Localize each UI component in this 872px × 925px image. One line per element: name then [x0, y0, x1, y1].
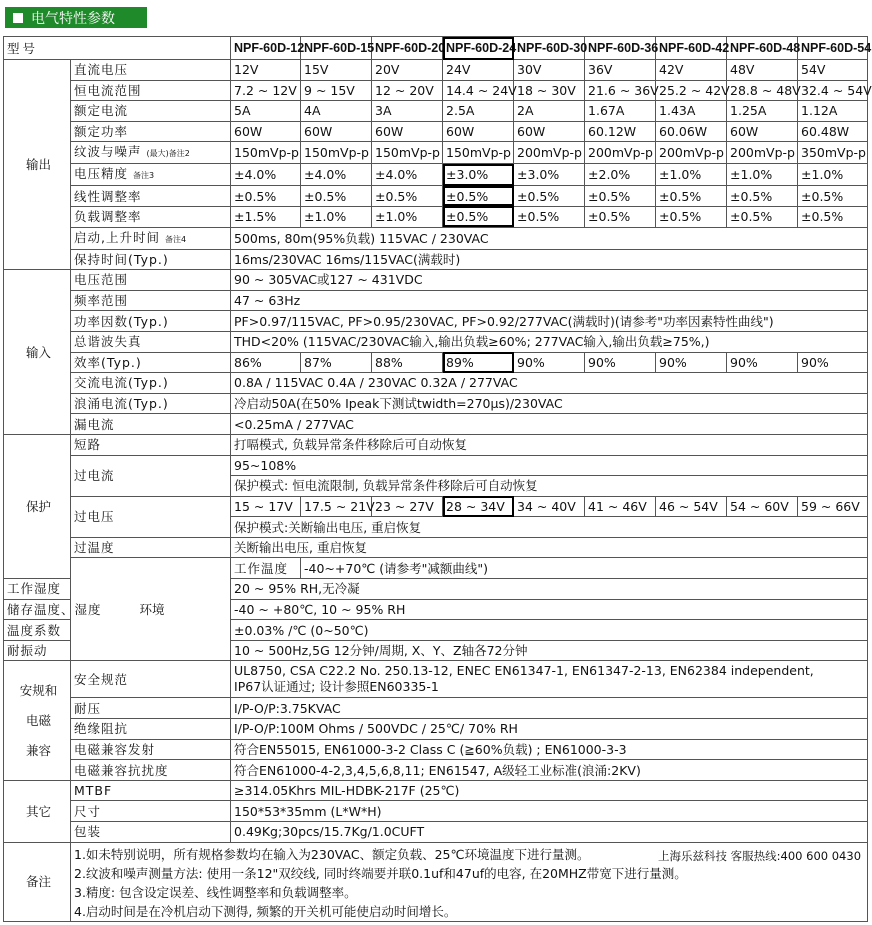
row-label: 负载调整率 — [74, 209, 142, 225]
safety-row — [4, 698, 868, 719]
value-cell: 23 ~ 27V — [372, 496, 443, 517]
row-label: 直流电压 — [74, 62, 129, 78]
value-cell: 90 ~ 305VAC或127 ~ 431VDC — [231, 270, 868, 291]
value-cell: 2.5A — [443, 101, 514, 122]
output-row — [4, 164, 868, 186]
value-cell: ±3.0% — [443, 164, 514, 186]
square-icon — [13, 13, 23, 23]
value-cell: 48V — [727, 60, 798, 81]
input-row — [4, 331, 868, 352]
row-note: 备注3 — [133, 171, 155, 181]
value-cell: ±0.5% — [443, 186, 514, 207]
value-cell: 59 ~ 66V — [798, 496, 868, 517]
output-row — [4, 101, 868, 122]
model-header: NPF-60D-54 — [798, 37, 868, 60]
note-line: 4.启动时间是在冷机启动下测得, 频繁的开关机可能使启动时间增长。 — [74, 903, 457, 919]
output-row — [4, 227, 868, 249]
row-label-cell: 耐振动 — [4, 640, 71, 661]
row-label-cell — [71, 164, 231, 186]
row-label: 恒电流范围 — [74, 82, 142, 98]
row-label: 电压精度 — [74, 166, 129, 182]
value-cell: 15V — [301, 60, 372, 81]
value-cell: ±0.5% — [656, 186, 727, 207]
row-label-cell: MTBF — [71, 780, 231, 801]
value-cell: 20V — [372, 60, 443, 81]
value-cell: ±0.5% — [231, 186, 301, 207]
row-label-cell: 工作温度 — [231, 558, 301, 579]
input-row — [4, 270, 868, 291]
value-cell: ±0.5% — [443, 206, 514, 227]
value-cell: 150mVp-p — [443, 142, 514, 164]
output-row — [4, 186, 868, 207]
value-cell: ±0.5% — [798, 206, 868, 227]
row-label-cell: 过电压 — [71, 496, 231, 537]
value-cell: ±0.5% — [585, 186, 656, 207]
row-label-cell — [71, 227, 231, 249]
row-label: 额定电流 — [74, 103, 129, 119]
input-row — [4, 290, 868, 311]
model-header: NPF-60D-12 — [231, 37, 301, 60]
value-cell: ±0.5% — [585, 206, 656, 227]
value-cell: 1.25A — [727, 101, 798, 122]
row-label-cell: 安全规范 — [71, 661, 231, 698]
value-cell: 200mVp-p — [514, 142, 585, 164]
value-cell: 20 ~ 95% RH,无冷凝 — [231, 579, 868, 600]
protection-row — [4, 434, 868, 455]
group-line: 安规和 — [19, 682, 58, 698]
value-cell: ±0.5% — [656, 206, 727, 227]
value-cell: 符合EN61000-4-2,3,4,5,6,8,11; EN61547, A级轻工业标准(浪涌:2KV) — [231, 760, 868, 781]
value-cell: 46 ~ 54V — [656, 496, 727, 517]
value-cell: 14.4 ~ 24V — [443, 80, 514, 101]
row-label-cell — [71, 142, 231, 164]
value-cell: 1.12A — [798, 101, 868, 122]
input-row — [4, 311, 868, 332]
input-row — [4, 373, 868, 394]
value-cell: ±1.0% — [656, 164, 727, 186]
row-label-cell: 效率(Typ.) — [71, 352, 231, 373]
spec-table — [3, 36, 872, 922]
value-cell: 200mVp-p — [727, 142, 798, 164]
value-cell: ±1.0% — [798, 164, 868, 186]
value-cell: ±1.5% — [231, 206, 301, 227]
value-cell: 34 ~ 40V — [514, 496, 585, 517]
model-header: NPF-60D-42 — [656, 37, 727, 60]
value-cell: <0.25mA / 277VAC — [231, 414, 868, 435]
others-row — [4, 780, 868, 801]
value-cell: 60W — [443, 121, 514, 142]
input-row — [4, 393, 868, 414]
row-label: 额定功率 — [74, 124, 129, 140]
value-cell: 21.6 ~ 36V — [585, 80, 656, 101]
value-cell: ±4.0% — [372, 164, 443, 186]
row-label-cell: 短路 — [71, 434, 231, 455]
value-cell: 1.43A — [656, 101, 727, 122]
value-cell: 9 ~ 15V — [301, 80, 372, 101]
value-cell: 88% — [372, 352, 443, 373]
section-header — [5, 7, 147, 28]
output-row — [4, 80, 868, 101]
value-cell: ±1.0% — [301, 206, 372, 227]
value-cell: 符合EN55015, EN61000-3-2 Class C (≧60%负载) ; EN61000-3-3 — [231, 739, 868, 760]
value-cell — [231, 661, 868, 698]
value-cell: 28 ~ 34V — [443, 496, 514, 517]
value-cell: ±0.5% — [727, 186, 798, 207]
value-cell: 17.5 ~ 21V — [301, 496, 372, 517]
value-cell: ±0.5% — [798, 186, 868, 207]
value-cell: 18 ~ 30V — [514, 80, 585, 101]
value-cell: 500ms, 80m(95%负载) 115VAC / 230VAC — [231, 227, 868, 249]
safety-row — [4, 760, 868, 781]
value-cell: 90% — [798, 352, 868, 373]
value-cell: 90% — [727, 352, 798, 373]
others-row — [4, 801, 868, 822]
value-cell: ±0.5% — [514, 186, 585, 207]
value-cell: 30V — [514, 60, 585, 81]
output-row — [4, 142, 868, 164]
value-cell: 2A — [514, 101, 585, 122]
note-line: 1.如未特别说明，所有规格参数均在输入为230VAC、额定负载、25℃环境温度下进行量测。 — [74, 846, 590, 862]
protection-row — [4, 537, 868, 558]
row-label: 线性调整率 — [74, 188, 142, 204]
safety-row — [4, 719, 868, 740]
value-cell: 87% — [301, 352, 372, 373]
value-cell: 86% — [231, 352, 301, 373]
value-cell: 1.67A — [585, 101, 656, 122]
value-cell: 150mVp-p — [301, 142, 372, 164]
value-cell: 3A — [372, 101, 443, 122]
row-label: 纹波与噪声 — [74, 144, 142, 160]
group-line: 兼容 — [25, 742, 51, 758]
row-label-cell: 总谐波失真 — [71, 331, 231, 352]
value-cell: 90% — [585, 352, 656, 373]
value-cell: 保护模式: 恒电流限制, 负载异常条件移除后可自动恢复 — [231, 476, 868, 497]
row-label-cell — [71, 101, 231, 122]
row-note: 备注4 — [164, 234, 187, 244]
value-cell: 41 ~ 46V — [585, 496, 656, 517]
value-cell: 200mVp-p — [585, 142, 656, 164]
value-cell: 保护模式:关断输出电压, 重启恢复 — [231, 517, 868, 538]
row-label-cell — [71, 121, 231, 142]
value-cell: 15 ~ 17V — [231, 496, 301, 517]
row-label-cell: 电压范围 — [71, 270, 231, 291]
row-label-cell: 工作湿度 — [4, 579, 71, 600]
row-label-cell — [71, 186, 231, 207]
value-cell: 28.8 ~ 48V — [727, 80, 798, 101]
value-cell: 24V — [443, 60, 514, 81]
value-cell: 打嗝模式, 负载异常条件移除后可自动恢复 — [231, 434, 868, 455]
value-cell: 7.2 ~ 12V — [231, 80, 301, 101]
value-cell: 47 ~ 63Hz — [231, 290, 868, 311]
value-cell: ≥314.05Khrs MIL-HDBK-217F (25℃) — [231, 780, 868, 801]
value-cell: 4A — [301, 101, 372, 122]
value-cell: ±0.5% — [727, 206, 798, 227]
notes-cell — [71, 842, 868, 921]
row-label-cell: 绝缘阻抗 — [71, 719, 231, 740]
safety-row — [4, 739, 868, 760]
row-label-cell: 保持时间(Typ.) — [71, 249, 231, 270]
group-safety — [4, 661, 71, 780]
model-row — [4, 37, 868, 60]
value-cell: 0.49Kg;30pcs/15.7Kg/1.0CUFT — [231, 822, 868, 843]
section-title: 电气特性参数 — [31, 10, 115, 27]
row-label-cell: 尺寸 — [71, 801, 231, 822]
value-cell: 60W — [727, 121, 798, 142]
output-row — [4, 121, 868, 142]
row-label-cell — [71, 80, 231, 101]
note-line: 2.纹波和噪声测量方法: 使用一条12"双绞线, 同时终端要并联0.1uf和47uf的电容, 在20MHZ带宽下进行量测。 — [74, 865, 687, 881]
model-header: NPF-60D-30 — [514, 37, 585, 60]
value-cell: ±1.0% — [727, 164, 798, 186]
input-row — [4, 352, 868, 373]
model-label: 型号 — [4, 37, 231, 60]
row-label-cell: 浪涌电流(Typ.) — [71, 393, 231, 414]
value-cell: 54 ~ 60V — [727, 496, 798, 517]
value-cell: 60.06W — [656, 121, 727, 142]
value-cell: ±0.5% — [514, 206, 585, 227]
model-header: NPF-60D-20 — [372, 37, 443, 60]
protection-row — [4, 496, 868, 517]
value-cell: ±0.03% /℃ (0~50℃) — [231, 620, 868, 641]
input-row — [4, 414, 868, 435]
row-label-cell: 耐压 — [71, 698, 231, 719]
value-cell: -40~+70℃ (请参考"减额曲线") — [301, 558, 868, 579]
value-cell: 150*53*35mm (L*W*H) — [231, 801, 868, 822]
row-label-cell: 储存温度、湿度 — [4, 599, 71, 620]
value-cell: ±2.0% — [585, 164, 656, 186]
output-row — [4, 206, 868, 227]
group-protection: 保护 — [4, 434, 71, 578]
output-row — [4, 249, 868, 270]
row-label-cell: 过温度 — [71, 537, 231, 558]
row-label-cell: 频率范围 — [71, 290, 231, 311]
value-cell: 36V — [585, 60, 656, 81]
value-cell: 60W — [372, 121, 443, 142]
row-label-cell: 电磁兼容抗扰度 — [71, 760, 231, 781]
value-cell: PF>0.97/115VAC, PF>0.95/230VAC, PF>0.92/277VAC(满载时)(请参考"功率因素特性曲线") — [231, 311, 868, 332]
value-cell: 0.8A / 115VAC 0.4A / 230VAC 0.32A / 277VAC — [231, 373, 868, 394]
value-cell: 60W — [231, 121, 301, 142]
model-header: NPF-60D-24 — [443, 37, 514, 60]
others-row — [4, 822, 868, 843]
hotline-text: 上海乐兹科技 客服热线:400 600 0430 — [658, 848, 862, 863]
value-cell: 12V — [231, 60, 301, 81]
value-cell: 150mVp-p — [372, 142, 443, 164]
value-line: UL8750, CSA C22.2 No. 250.13-12, ENEC EN61347-1, EN61347-2-13, EN62384 independent, — [234, 663, 814, 679]
group-output: 输出 — [4, 60, 71, 270]
row-label-cell: 电磁兼容发射 — [71, 739, 231, 760]
value-cell: -40 ~ +80℃, 10 ~ 95% RH — [231, 599, 868, 620]
group-line: 电磁 — [25, 712, 51, 728]
group-input: 输入 — [4, 270, 71, 435]
value-cell: 5A — [231, 101, 301, 122]
value-cell: 60.12W — [585, 121, 656, 142]
row-label: 启动,上升时间 — [74, 229, 160, 245]
value-cell: ±3.0% — [514, 164, 585, 186]
value-cell: 60W — [514, 121, 585, 142]
value-cell: 95~108% — [231, 455, 868, 476]
value-cell: 冷启动50A(在50% Ipeak下测试twidth=270μs)/230VAC — [231, 393, 868, 414]
value-cell: 200mVp-p — [656, 142, 727, 164]
value-cell: 54V — [798, 60, 868, 81]
row-note: (最大)备注2 — [146, 149, 190, 159]
value-cell: 60.48W — [798, 121, 868, 142]
row-label-cell: 功率因数(Typ.) — [71, 311, 231, 332]
spec-table-body — [4, 37, 872, 922]
value-cell: 60W — [301, 121, 372, 142]
model-header: NPF-60D-36 — [585, 37, 656, 60]
value-cell: ±4.0% — [301, 164, 372, 186]
row-label-cell: 包装 — [71, 822, 231, 843]
value-cell: ±1.0% — [372, 206, 443, 227]
model-header: NPF-60D-15 — [301, 37, 372, 60]
value-cell: 90% — [656, 352, 727, 373]
value-cell: I/P-O/P:3.75KVAC — [231, 698, 868, 719]
environment-row — [4, 558, 868, 579]
protection-row — [4, 455, 868, 476]
row-label-cell: 温度系数 — [4, 620, 71, 641]
value-cell: 关断输出电压, 重启恢复 — [231, 537, 868, 558]
group-notes: 备注 — [4, 842, 71, 921]
value-cell: 89% — [443, 352, 514, 373]
group-environment: 环境 — [71, 558, 231, 661]
row-label-cell — [71, 60, 231, 81]
value-cell: 350mVp-p — [798, 142, 868, 164]
notes-row — [4, 842, 868, 921]
row-label-cell — [71, 206, 231, 227]
row-label-cell: 过电流 — [71, 455, 231, 496]
value-cell: THD<20% (115VAC/230VAC输入,输出负载≥60%; 277VAC输入,输出负载≥75%,) — [231, 331, 868, 352]
output-row — [4, 60, 868, 81]
row-label-cell: 漏电流 — [71, 414, 231, 435]
note-line: 3.精度: 包含设定误差、线性调整率和负载调整率。 — [74, 884, 357, 900]
value-cell: ±4.0% — [231, 164, 301, 186]
value-cell: I/P-O/P:100M Ohms / 500VDC / 25℃/ 70% RH — [231, 719, 868, 740]
value-cell: 10 ~ 500Hz,5G 12分钟/周期, X、Y、Z轴各72分钟 — [231, 640, 868, 661]
value-line: IP67认证通过; 设计参照EN60335-1 — [234, 679, 439, 695]
value-cell: 25.2 ~ 42V — [656, 80, 727, 101]
model-header: NPF-60D-48 — [727, 37, 798, 60]
value-cell: 150mVp-p — [231, 142, 301, 164]
safety-row — [4, 661, 868, 698]
value-cell: ±0.5% — [301, 186, 372, 207]
group-others: 其它 — [4, 780, 71, 842]
value-cell: 16ms/230VAC 16ms/115VAC(满载时) — [231, 249, 868, 270]
value-cell: 90% — [514, 352, 585, 373]
value-cell: 42V — [656, 60, 727, 81]
value-cell: 32.4 ~ 54V — [798, 80, 868, 101]
value-cell: 12 ~ 20V — [372, 80, 443, 101]
row-label-cell: 交流电流(Typ.) — [71, 373, 231, 394]
value-cell: ±0.5% — [372, 186, 443, 207]
